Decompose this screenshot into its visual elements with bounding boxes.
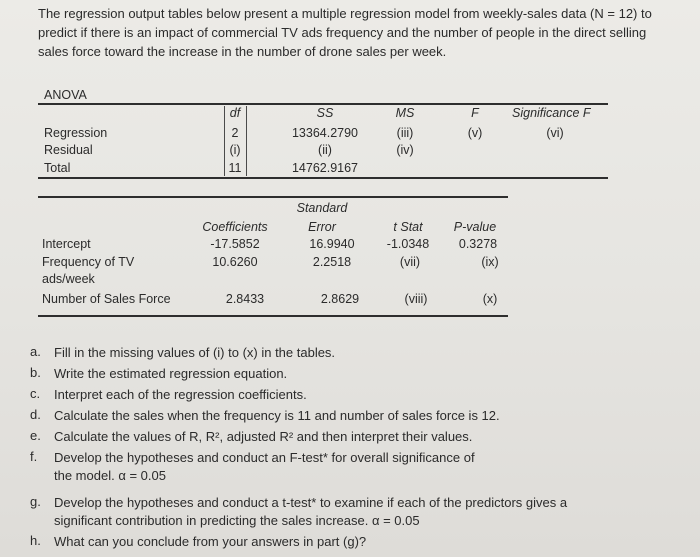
anova-row-residual-label: Residual <box>44 143 93 157</box>
anova-regression-ss: 13364.2790 <box>291 126 359 140</box>
anova-total-ss: 14762.9167 <box>291 161 359 175</box>
question-letter: c. <box>30 386 41 401</box>
coef-tv-se: 2.2518 <box>312 255 352 269</box>
coef-salesforce-t: (viii) <box>404 292 428 306</box>
question-text: Calculate the values of R, R², adjusted R² and then interpret their values. <box>54 429 473 444</box>
coef-salesforce-se: 2.8629 <box>320 292 360 306</box>
question-text-line2: significant contribution in predicting the sales increase. α = 0.05 <box>54 513 420 528</box>
coef-salesforce-coef: 2.8433 <box>225 292 265 306</box>
anova-regression-f: (v) <box>467 126 483 140</box>
anova-residual-ss: (ii) <box>318 143 332 157</box>
question-text: Fill in the missing values of (i) to (x) in the tables. <box>54 345 336 360</box>
coef-tv-p: (ix) <box>481 255 499 269</box>
coef-intercept-p: 0.3278 <box>458 237 498 251</box>
coef-intercept-se: 16.9940 <box>309 237 355 251</box>
question-letter: d. <box>30 407 41 422</box>
question-letter: f. <box>30 449 38 464</box>
coef-row-tv-label-line2: ads/week <box>42 272 95 286</box>
anova-regression-ms: (iii) <box>396 126 414 140</box>
coef-row-tv-label: Frequency of TV <box>42 255 135 269</box>
question-letter: g. <box>30 494 41 509</box>
question-text: Calculate the sales when the frequency is 11 and number of sales force is 12. <box>54 408 500 423</box>
question-letter: b. <box>30 365 41 380</box>
coef-header-coefficients: Coefficients <box>202 220 268 234</box>
anova-label: ANOVA <box>44 88 87 102</box>
coef-row-salesforce-label: Number of Sales Force <box>42 292 171 306</box>
coef-salesforce-p: (x) <box>482 292 498 306</box>
coef-tv-t: (vii) <box>399 255 421 269</box>
question-text: Write the estimated regression equation. <box>54 366 288 381</box>
coef-tv-coef: 10.6260 <box>212 255 258 269</box>
question-letter: a. <box>30 344 41 359</box>
anova-header-ss: SS <box>316 106 334 120</box>
anova-header-df: df <box>229 106 241 120</box>
question-letter: e. <box>30 428 41 443</box>
coef-header-standard: Standard <box>296 201 348 215</box>
coef-row-intercept-label: Intercept <box>42 237 91 251</box>
anova-row-total-label: Total <box>44 161 71 175</box>
anova-total-df: 11 <box>228 161 242 175</box>
anova-header-ms: MS <box>395 106 415 120</box>
coef-top-rule <box>38 196 508 198</box>
anova-bottom-rule <box>38 177 608 179</box>
question-text: Develop the hypotheses and conduct a t-test* to examine if each of the predictors gives a <box>54 495 568 510</box>
anova-top-rule <box>38 103 608 105</box>
intro-paragraph: The regression output tables below present a multiple regression model from weekly-sales data (N = 12) to predict if there is an impact of commercial TV ads frequency and the number of people in the direct selling sales force toward the increase in the number of drone sales per week. <box>38 6 652 59</box>
coef-header-pvalue: P-value <box>453 220 497 234</box>
coef-header-error: Error <box>308 220 336 234</box>
question-text: Develop the hypotheses and conduct an F-test* for overall significance of <box>54 450 475 465</box>
anova-header-sigf: Significance F <box>512 106 591 120</box>
anova-header-f: F <box>471 106 479 120</box>
question-text: Interpret each of the regression coefficients. <box>54 387 307 402</box>
anova-regression-sigf: (vi) <box>546 126 564 140</box>
anova-regression-df: 2 <box>231 126 239 140</box>
question-text: What can you conclude from your answers in part (g)? <box>54 534 367 549</box>
coef-intercept-t: -1.0348 <box>386 237 430 251</box>
question-letter: h. <box>30 533 41 548</box>
coef-bottom-rule <box>38 315 508 317</box>
coef-header-tstat: t Stat <box>393 220 423 234</box>
anova-residual-ms: (iv) <box>396 143 414 157</box>
anova-residual-df: (i) <box>229 143 241 157</box>
coef-intercept-coef: -17.5852 <box>210 237 260 251</box>
anova-row-regression-label: Regression <box>44 126 108 140</box>
question-text-line2: the model. α = 0.05 <box>54 468 166 483</box>
